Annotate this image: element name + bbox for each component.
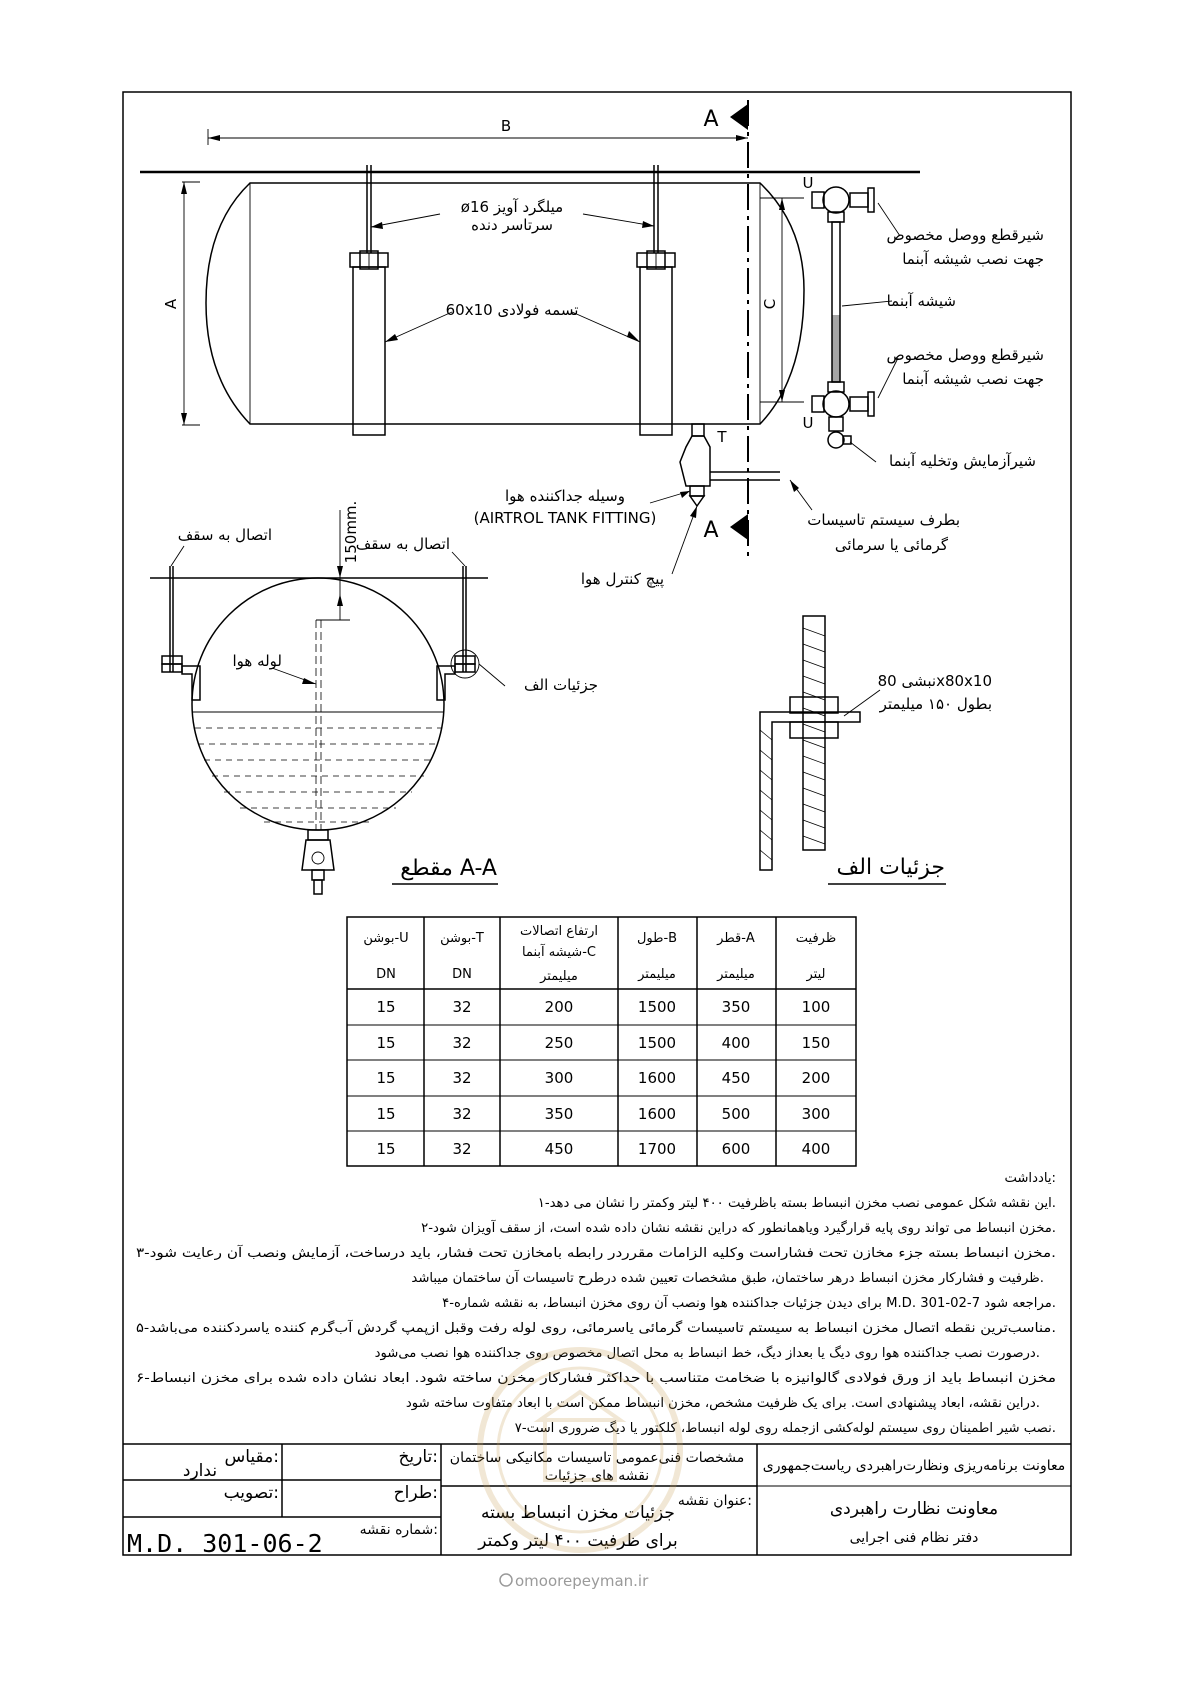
table-cell: 15 — [376, 998, 396, 1016]
section-view — [150, 501, 598, 894]
note-line: ۲-مخزن انبساط می تواند روی پایه قرارگیرد ویاهمانطور که دراین نقشه نشان داده شده است، از سقف آویزان شود. — [421, 1221, 1056, 1236]
note-line: ۷-نصب شیر اطمینان روی سیستم لوله‌کشی ازجمله روی لوله انبساط، کلکتور یا دیگ ضروری است. — [514, 1421, 1056, 1436]
table-header-diameter: قطر-A — [717, 931, 755, 946]
table-header-t-unit: DN — [452, 967, 472, 982]
angle-label-2: بطول ۱۵۰ میلیمتر — [879, 695, 992, 713]
dept-name: معاونت نظارت راهبردی — [829, 1499, 999, 1519]
valve-top-label-2: جهت نصب شیشه آبنما — [902, 250, 1044, 268]
steel-strap-label: 60x10 تسمه فولادی — [445, 301, 579, 319]
drawing-title-line-1: جزئیات مخزن انبساط بسته — [481, 1503, 675, 1523]
table-cell: 350 — [544, 1105, 574, 1123]
table-cell: 200 — [801, 1069, 831, 1087]
table-cell: 500 — [721, 1105, 751, 1123]
gauge-glass-label: شیشه آبنما — [886, 292, 956, 310]
table-cell: 1600 — [637, 1069, 677, 1087]
approval-label: تصویب: — [223, 1483, 279, 1503]
table-header-height-unit: میلیمتر — [540, 969, 578, 984]
spec-line-2: نقشه های جزئیات — [544, 1468, 650, 1484]
note-line: ۵-مناسب‌ترین نقطه اتصال مخزن انبساط به سیستم تاسیسات گرمائی یاسرمائی، روی لوله رفت وقبل ازپمپ گردش آب‌گرم کننده یاسردکننده می‌باشد. — [136, 1321, 1056, 1336]
note-line: دراین نقشه، ابعاد پیشنهادی است. برای یک ظرفیت مشخص، مخزن انبساط ممکن است با ابعاد متفاوت ساخته شود. — [405, 1396, 1040, 1411]
table-cell: 600 — [721, 1140, 751, 1158]
drawing-title-line-2: برای ظرفیت ۴۰۰ لیتر وکمتر — [478, 1531, 678, 1551]
table-cell: 300 — [544, 1069, 574, 1087]
to-system-label-2: گرمائی یا سرمائی — [834, 536, 948, 554]
section-mark-top: A — [703, 107, 719, 132]
dimensions-table — [347, 917, 856, 1166]
table-header-height: ارتفاع اتصالات — [519, 924, 599, 939]
valve-top-label-1: شیرقطع ووصل مخصوص — [886, 226, 1044, 244]
note-line: ۱-این نقشه شکل عمومی نصب مخزن انبساط بسته باظرفیت ۴۰۰ لیتر وکمتر را نشان می دهد. — [537, 1196, 1056, 1211]
table-cell: 15 — [376, 1105, 396, 1123]
drawing-no-label: شماره نقشه: — [359, 1522, 438, 1538]
table-cell: 1600 — [637, 1105, 677, 1123]
date-label: تاریخ: — [398, 1447, 438, 1467]
air-device-label-fa: وسیله جداکننده هوا — [505, 487, 625, 505]
port-t-label: T — [717, 428, 727, 446]
table-cell: 450 — [544, 1140, 574, 1158]
table-header-u-unit: DN — [376, 967, 396, 982]
designer-label: طراح: — [393, 1483, 438, 1503]
table-cell: 32 — [452, 1105, 472, 1123]
table-header-length-unit: میلیمتر — [638, 967, 676, 982]
table-cell: 32 — [452, 998, 472, 1016]
office-name: دفتر نظام فنی اجرایی — [849, 1530, 979, 1546]
hanger-rod-label: ø16 میلگرد آویز — [460, 198, 564, 216]
dim-a-label: A — [162, 298, 180, 310]
table-cell: 400 — [721, 1034, 751, 1052]
table-header-u: بوشن-U — [363, 931, 409, 946]
note-line: ۳-مخزن انبساط بسته جزء مخازن تحت فشاراست وکلیه الزامات مقرردر رابطه بامخازن تحت فشار، باید درساخت، آزمایش ونصب آن رعایت شود. — [136, 1246, 1056, 1261]
table-cell: 450 — [721, 1069, 751, 1087]
watermark — [500, 1572, 649, 1590]
port-u-top: U — [802, 174, 814, 192]
table-cell: 32 — [452, 1140, 472, 1158]
note-line: ۴-برای دیدن جزئیات جداکننده هوا ونصب آن روی مخزن انبساط، به نقشه شماره M.D. 301-02-7 مراجعه شود. — [442, 1296, 1056, 1311]
table-cell: 1500 — [637, 1034, 677, 1052]
table-cell: 350 — [721, 998, 751, 1016]
table-header-capacity: ظرفیت — [795, 931, 837, 946]
note-line: درصورت نصب جداکننده هوا روی دیگ یا بعداز دیگ، خط انبساط به محل اتصال مخصوص روی جداکننده هوا نصب می‌شود. — [374, 1346, 1040, 1361]
table-cell: 200 — [544, 998, 574, 1016]
table-cell: 400 — [801, 1140, 831, 1158]
table-header-diameter-unit: میلیمتر — [717, 967, 755, 982]
table-cell: 150 — [801, 1034, 831, 1052]
table-cell: 1500 — [637, 998, 677, 1016]
valve-bottom-label-2: جهت نصب شیشه آبنما — [902, 370, 1044, 388]
spec-line-1: مشخصات فنی‌عمومی تاسیسات مکانیکی ساختمان — [449, 1450, 745, 1466]
table-header-length: طول-B — [636, 931, 678, 946]
air-screw-label: پیچ کنترل هوا — [580, 570, 664, 588]
table-header-t: بوشن-T — [440, 931, 484, 946]
table-cell: 1700 — [637, 1140, 677, 1158]
table-cell: 32 — [452, 1034, 472, 1052]
to-system-label-1: بطرف سیستم تاسیسات — [807, 511, 960, 529]
at-icon — [500, 1574, 512, 1586]
dim-150-label: 150mm. — [342, 500, 360, 564]
title-block — [123, 1444, 1071, 1558]
hanger-rod-sub-label: سرتاسر دنده — [471, 216, 553, 234]
detail-view — [760, 616, 992, 884]
section-mark-bottom: A — [703, 518, 719, 543]
table-cell: 15 — [376, 1034, 396, 1052]
drain-valve-label: شیرآزمایش وتخلیه آبنما — [889, 452, 1036, 470]
table-cell: 100 — [801, 998, 831, 1016]
port-u-bottom: U — [802, 414, 814, 432]
table-cell: 300 — [801, 1105, 831, 1123]
watermark-text: omoorepeyman.ir — [515, 1572, 649, 1590]
notes — [136, 1171, 1056, 1436]
table-cell: 15 — [376, 1140, 396, 1158]
note-line: ظرفیت و فشارکار مخزن انبساط درهر ساختمان، طبق مشخصات تعیین شده درطرح تاسیسات آن ساختمان میباشد. — [411, 1271, 1044, 1286]
ceiling-left-label: اتصال به سقف — [177, 526, 272, 544]
drawing-number: M.D. 301-06-2 — [127, 1529, 323, 1558]
angle-label-1: نبشی 80x80x10 — [877, 672, 992, 690]
dim-b-label: B — [500, 117, 512, 135]
table-cell: 32 — [452, 1069, 472, 1087]
table-cell: 250 — [544, 1034, 574, 1052]
scale-value: ندارد — [182, 1461, 218, 1481]
detail-title: جزئیات الف — [836, 855, 945, 880]
scale-label: مقیاس: — [224, 1447, 279, 1467]
drawing-title-label: عنوان نقشه: — [677, 1493, 752, 1509]
section-title: مقطع A-A — [400, 856, 497, 881]
air-pipe-label: لوله هوا — [232, 652, 282, 670]
table-cell: 15 — [376, 1069, 396, 1087]
air-device-label-en: (AIRTROL TANK FITTING) — [473, 509, 657, 527]
note-line: ۶-مخزن انبساط باید از ورق فولادی گالوانیزه با ضخامت متناسب با حداکثر فشارکار مخزن ساخته شود. ابعاد نشان داده شده برای مخزن انبساط — [136, 1371, 924, 1386]
dim-c-label: C — [761, 298, 779, 310]
elevation-view — [140, 100, 1044, 589]
org-line: معاونت برنامه‌ریزی ونظارت‌راهبردی ریاست‌جمهوری — [762, 1458, 1066, 1474]
detail-ref-label: جزئیات الف — [524, 676, 598, 694]
table-header-capacity-unit: لیتر — [806, 967, 826, 982]
notes-title: یادداشت: — [1004, 1171, 1056, 1186]
valve-bottom-label-1: شیرقطع ووصل مخصوص — [886, 346, 1044, 364]
table-header-height-2: شیشه آبنما-C — [522, 945, 596, 960]
ceiling-right-label: اتصال به سقف — [355, 535, 450, 553]
